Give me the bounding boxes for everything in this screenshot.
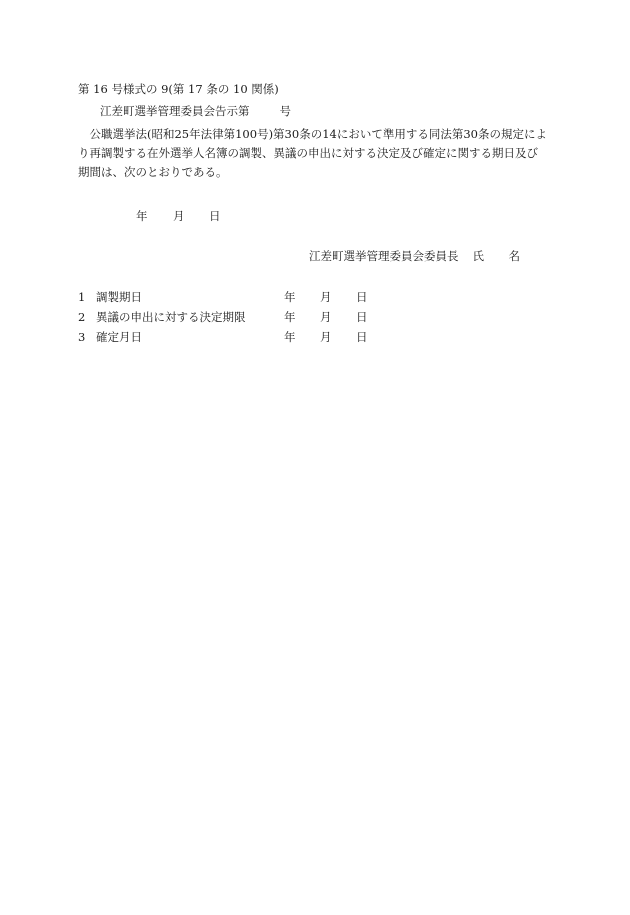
chairperson-title: 江差町選挙管理委員会委員長: [309, 249, 459, 263]
date-month-label: 月: [173, 209, 185, 223]
item-label: 調製期日: [96, 290, 142, 304]
schedule-item: [78, 329, 368, 345]
item-month-label: 月: [320, 330, 332, 344]
item-number: 1: [78, 290, 86, 304]
item-day-label: 日: [356, 330, 368, 344]
item-day-label: 日: [356, 310, 368, 324]
body-paragraph-line-1: 公職選挙法(昭和25年法律第100号)第30条の14において準用する同法第30条の規定によ: [78, 127, 547, 141]
item-month-label: 月: [320, 310, 332, 324]
schedule-item: [78, 289, 368, 305]
body-paragraph-line-3: 期間は、次のとおりである。: [78, 165, 228, 179]
name-surname-label: 氏: [472, 249, 484, 263]
item-day-label: 日: [356, 290, 368, 304]
name-given-label: 名: [508, 249, 520, 263]
date-year-label: 年: [136, 209, 148, 223]
item-year-label: 年: [284, 310, 296, 324]
item-label: 確定月日: [96, 330, 142, 344]
schedule-item: [78, 309, 368, 325]
notice-date: [136, 208, 221, 224]
notice-prefix: 江差町選挙管理委員会告示第: [100, 104, 250, 118]
date-day-label: 日: [209, 209, 221, 223]
item-month-label: 月: [320, 290, 332, 304]
chairperson-signature-line: [309, 248, 520, 264]
item-year-label: 年: [284, 330, 296, 344]
item-number: 2: [78, 310, 86, 324]
item-label: 異議の申出に対する決定期限: [96, 310, 246, 324]
body-paragraph-line-2: り再調製する在外選挙人名簿の調製、異議の申出に対する決定及び確定に関する期日及び: [78, 146, 538, 160]
item-number: 3: [78, 330, 86, 344]
item-year-label: 年: [284, 290, 296, 304]
notice-number: [100, 103, 291, 119]
notice-suffix: 号: [279, 104, 291, 118]
form-number: 第 16 号様式の 9(第 17 条の 10 関係): [78, 82, 279, 96]
